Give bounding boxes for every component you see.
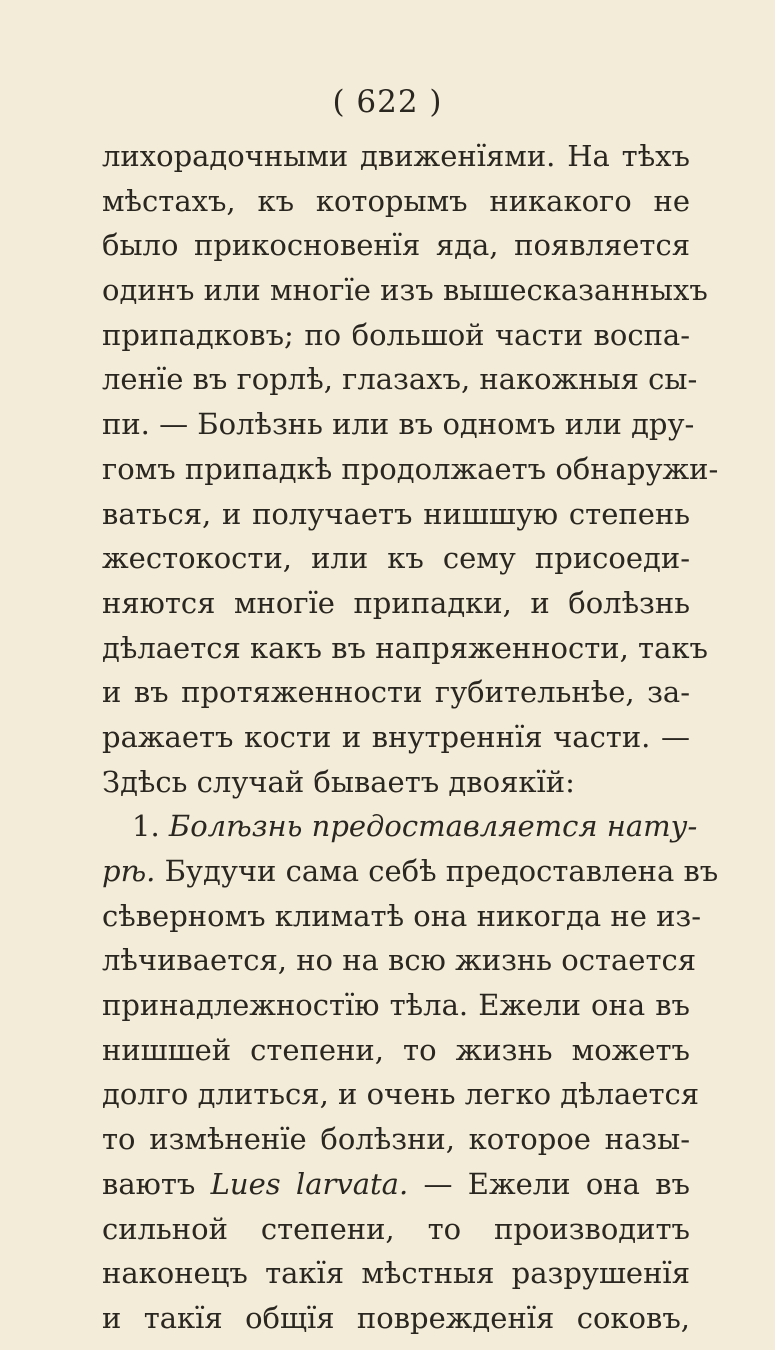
- text-line: гомъ припадкѣ продолжаетъ обнаружи-: [102, 451, 719, 486]
- text-line: [102, 849, 719, 894]
- section-number: 1.: [132, 809, 169, 844]
- text-fragment: ваютъ: [102, 1166, 211, 1201]
- text-line: ражаетъ кости и внутреннїя части. —: [102, 719, 690, 754]
- text-line: и въ протяженности губительнѣе, за-: [102, 675, 690, 710]
- section-heading-end: рѣ.: [102, 854, 156, 888]
- text-line: ваться, и получаетъ нишшую степень: [102, 496, 690, 531]
- latin-term: Lues larvata.: [210, 1166, 409, 1201]
- section-heading: Болѣзнь предоставляется нату-: [168, 809, 698, 844]
- text-line: дѣлается какъ въ напряженности, такъ: [102, 630, 708, 665]
- text-fragment: Будучи сама себѣ предоставлена въ: [155, 854, 719, 888]
- text-line: жестокости, или къ сему присоеди-: [102, 541, 690, 576]
- text-line: Здѣсь случай бываетъ двоякїй:: [102, 764, 575, 799]
- text-line: было прикосновенїя яда, появляется: [102, 228, 690, 263]
- text-line: то измѣненїе болѣзни, которое назы-: [102, 1122, 690, 1157]
- text-fragment: — Ежели она въ: [408, 1166, 690, 1201]
- text-line: лихорадочными движенїями. На тѣхъ: [102, 139, 690, 173]
- text-line: наконецъ такїя мѣстныя разрушенїя: [102, 1256, 690, 1291]
- text-line: ленїе въ горлѣ, глазахъ, накожныя сы-: [102, 362, 698, 397]
- text-line: нишшей степени, то жизнь можетъ: [102, 1032, 690, 1067]
- section-heading-line: [102, 804, 698, 849]
- page-number: ( 622 ): [332, 84, 443, 120]
- text-line: няются многїе припадки, и болѣзнь: [102, 585, 690, 620]
- text-line: мѣстахъ, къ которымъ никакого не: [102, 183, 690, 218]
- text-line: [102, 1162, 690, 1207]
- text-line: сильной степени, то производитъ: [102, 1211, 690, 1246]
- text-line: припадковъ; по большой части воспа-: [102, 317, 690, 352]
- text-line: лѣчивается, но на всю жизнь остается: [102, 943, 697, 978]
- text-line: принадлежностїю тѣла. Ежели она въ: [102, 988, 690, 1023]
- text-line: пи. — Болѣзнь или въ одномъ или дру-: [102, 407, 695, 442]
- body-text: [102, 134, 719, 1341]
- text-line: сѣверномъ климатѣ она никогда не из-: [102, 898, 702, 933]
- text-line: долго длиться, и очень легко дѣлается: [102, 1077, 700, 1112]
- text-line: одинъ или многїе изъ вышесказанныхъ: [102, 273, 708, 308]
- text-line: и такїя общїя поврежденїя соковъ,: [102, 1300, 690, 1335]
